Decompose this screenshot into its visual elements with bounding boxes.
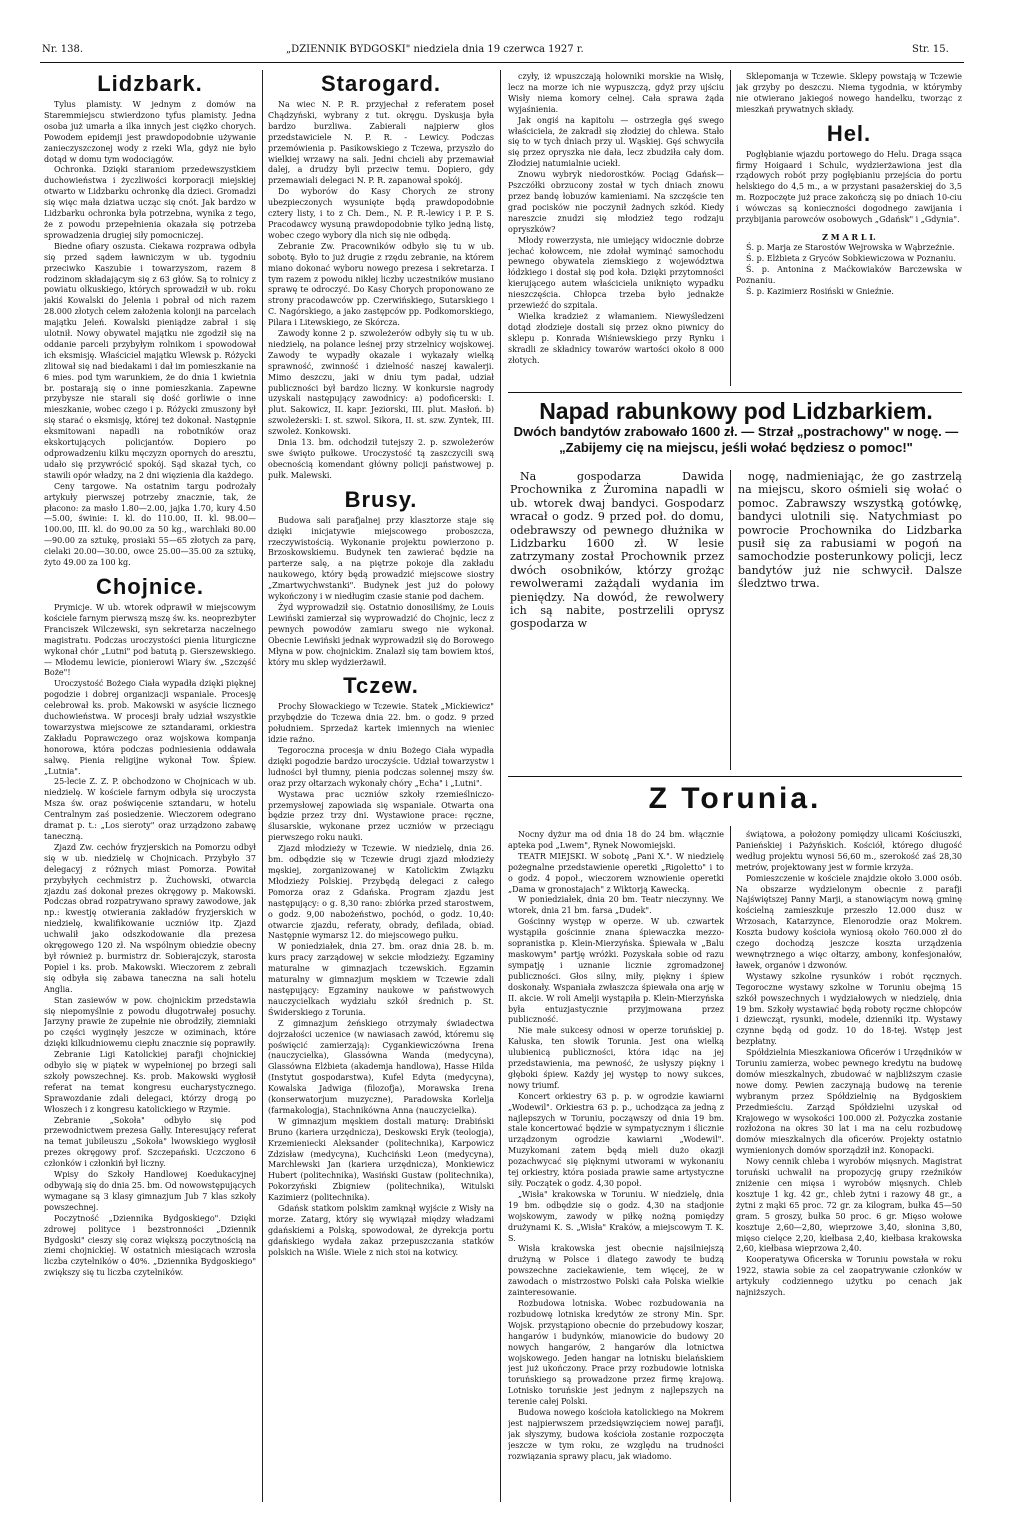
article: Wpisy do Szkoły Handlowej Koedukacyjnej odbywają się do dnia 25. bm. Od nowowstępujących wymagane są 3 klasy gimnazjum Jub 7 klas szkoły powszechnej. bbox=[44, 1170, 256, 1212]
article: Młody rowerzysta, nie umiejący widocznie dobrze jechać kołowcem, nie zdołał wyminąć samochodu pewnego obywatela ziemskiego z województwa łódzkiego i dostał się pod koła. Dzięki przytomności kierującego autem właściciela uniknięto wypadku nieszczęścia. Chłopca trzeba było jednakże przewieźć do szpitala. bbox=[508, 235, 724, 311]
article: Zebranie Zw. Pracowników odbyło się tu w ub. sobotę. Było to już drugie z rzędu zebranie, na którem miano dokonać wyboru nowego prezesa i sekretarza. I tym razem z powodu nikłej liczby uczestników musiano sprawę te odroczyć. Do Kasy Chorych proponowano ze strony pracodawców pp. Czerwińskiego, Sutarskiego i C. Nagórskiego, a jako zastępców pp. Podkomorskiego, Pilara i Litewskiego, ze Skórcza. bbox=[268, 241, 494, 328]
article: Gdańsk statkom polskim zamknął wyjście z Wisły na morze. Zatarg, który się wywiązał między władzami gdańskiemi a Polską, spowodował, że dyrekcja portu gdańskiego wydała zakaz przepuszczania statków polskich na Wiśle. Wiele z nich stoi na kotwicy. bbox=[268, 1204, 494, 1257]
article: Jak ongiś na kapitolu — ostrzegła gęś swego właściciela, że zakradł się złodziej do chlewa. Stało się to w tych dniach przy ul. Wąskiej. Gęś schwyciła się przez opryszka nie dała, lecz zbudziła cały dom. Złodziej natumialnie uciekł. bbox=[508, 115, 724, 169]
article: Żyd wyprowadził się. Ostatnio donosiliśmy, że Louis Lewiński zamierzał się wyprowadzić do Chojnic, lecz z pewnych powodów zamiaru swego nie wykonał. Obecnie Lewiński jednak wyprowadził się do Borowego Młyna w pow. chojnickim. Znalazł się tam bowiem ktoś, który mu sklep wydzierżawił. bbox=[268, 602, 494, 667]
section-rule bbox=[508, 392, 962, 393]
article: Tylus plamisty. W jednym z domów na Staremmiejscu stwierdzono tyfus plamisty. Jedna osoba już umarła a ilka innych jest ciężko chorych. Powodem epidemji jest prawdopodobnie używanie zanieczyszczonej wody z rzeki Wla, gdyż nie było dotąd w domu tym wodociągów. bbox=[44, 100, 256, 164]
article: Nowy cennik chleba i wyrobów mięsnych. Magistrat toruński uchwalił na propozycję grupy rzeźników zniżenie cen mięsa i wyrobów mięsnych. Chleb kosztuje 1 kg. 42 gr., chleb żytni i razowy 48 gr., a żytni z mąki 65 proc. 72 gr. za kilogram, bułka 45—50 gram. 5 groszy, bułka 50 proc. 6 gr. Mięso wołowe kosztuje 2,60—2,80, wieprzowe 3,40, słonina 3,80, mięso cielęce 2,20, kiełbasa 2,40, kiełbasa krakowska 2,60, kiełbasa wieprzowa 2,40. bbox=[736, 1157, 962, 1254]
article: Pomieszczenie w kościele znajdzie około 3.000 osób. Na obszarze wydzielonym obecnie z parafji Najświętszej Panny Marji, a stanowiącym nową gminę kościelną zamieszkuje przeszło 12.000 dusz w Wrzosach, Katarzynce, Elenorodzie oraz Mokrem. Koszta budowy kościoła wyniosą około 760.000 zł do czego dochodzą jeszcze koszta urządzenia wewnętrznego a więc ołtarzy, ambony, konfesjonałów, ławek, organów i dzwonów. bbox=[736, 873, 962, 970]
torun-heading-block bbox=[508, 782, 962, 826]
article: Znowu wybryk niedorostków. Pociąg Gdańsk—Pszczółki obrzucony został w tych dniach znowu przez bandę łobuzów kamieniami. Na szczęście ten grad pocisków nie poczynił żadnych szkód. Kiedy nareszcie znudzi się młodzież tego rodzaju opryszków? bbox=[508, 170, 724, 234]
article: Zebranie „Sokoła" odbyło się pod przewodnictwem prezesa Gałly. Interesujący referat na temat jubileuszu „Sokoła" lwowskiego wygłosił prezes okręgowy prof. Szczepański. Uczczono 6 członków i członkiń był liczny. bbox=[44, 1115, 256, 1169]
article: Tegoroczna procesja w dniu Bożego Ciała wypadła dzięki pogodzie bardzo uroczyście. Udział towarzystw i ludności był tłumny, pienia podczas solennej mszy św. oraz przy ołtarzach wykonały chóry „Echa" i „Lutni". bbox=[268, 746, 494, 788]
column-lidzbark-chojnice bbox=[44, 72, 256, 1504]
headline-title: Napad rabunkowy pod Lidzbarkiem. bbox=[539, 398, 933, 424]
article: Ceny targowe. Na ostatnim targu podrożały artykuły pierwszej potrzeby znacznie, tak, że płacono: za masło 1.80—2.00, jajka 1.70, kury 4.50—5.00, świnie: I. kl. do 110.00, II. kl. 98.00—100.00, III. kl. do 90.00 za 50 kg., warchlaki 80.00—90.00 za sztukę, prosiaki 55—65 złotych za parę, cielaki 20.00—30.00, owce 25.00—35.00 za sztukę, żyto 49.00 za 100 kg. bbox=[44, 481, 256, 568]
article: Ochronka. Dzięki staraniom przedewszystkiem duchowieństwa i życzliwości korporacji miejskiej otwarto w Lidzbarku ochronkę dla dzieci. Gromadzi się więc mała dziatwa ucząc się cnót. Jak bardzo w Lidzbarku ochronka była potrzebna, wynika z tego, że z powodu przepełnienia okazała się potrzeba sprowadzenia drugiej siły pomocniczej. bbox=[44, 165, 256, 240]
article: Na wiec N. P. R. przyjechał z referatem poseł Chądzyński, wybrany z tut. okręgu. Dyskusja była bardzo burzliwa. Zabierali najpierw głos przedstawiciele N. P. R. - Lewicy. Podczas przemówienia p. Pasikowskiego z Tczewa, przyszło do wielkiej wrzawy na sali. Jedni chcieli aby przemawiał dalej, a drudzy byli przeciw temu. Dopiero, gdy przemawiali delegaci N. P. R. zapanował spokój. bbox=[268, 100, 494, 186]
article: W poniedziałek, dnia 27. bm. oraz dnia 28. b. m. kurs pracy zarządowej w sekcie młodzieży. Egzaminy maturalne w gimnazjach tczewskich. Egzamin maturalny w gimnazjum męskiem w Tczewie zdali następujący: Egzaminy naukowe w państwowych nauczycielkach wydziału szkół średnich p. St. Świderskiego z Torunia. bbox=[268, 942, 494, 1017]
article: Rozbudowa lotniska. Wobec rozbudowania na rozbudowę lotniska kredytów ze strony Min. Spr. Wojsk. przystąpiono obecnie do przebudowy koszar, hangarów i budynków, mianowicie do budowy 20 nowych hangarów, 2 hangarów dla lotnictwa wojskowego. Jeden hangar na lotnisku bielańskiem jest już ukończony. Prace przy rozbudowie lotniska toruńskiego są prowadzone przez firmę krajową. Lotnisko toruńskie jest jednym z najlepszych na terenie całej Polski. bbox=[508, 1298, 724, 1407]
section-heading-starogard: Starogard. bbox=[320, 72, 442, 96]
article: 25-lecie Z. Z. P. obchodzono w Chojnicach w ub. niedzielę. W kościele farnym odbyła się uroczysta Msza św. oraz poświęcenie sztandaru, w hotelu Centralnym zaś posiedzenie. Wieczorem odegrano dramat p. t.: „Los sieroty" oraz urządzono zabawę taneczną. bbox=[44, 777, 256, 841]
robbery-story-left bbox=[510, 470, 724, 770]
page-header bbox=[40, 44, 964, 60]
robbery-headline bbox=[510, 398, 962, 456]
article: Kooperatywa Oficerska w Toruniu powstała w roku 1922, stawia sobie za cel zaopatrywanie członków w artykuły codziennego użytku po cenach jak najniższych. bbox=[736, 1255, 962, 1298]
masthead-title: „DZIENNIK BYDGOSKI" niedziela dnia 19 czerwca 1927 r. bbox=[286, 44, 584, 55]
article: Nocny dyżur ma od dnia 18 do 24 bm. włącznie apteka pod „Lwem", Rynek Nowomiejski. bbox=[508, 830, 724, 850]
column-tczew-continued bbox=[508, 72, 724, 388]
column-divider bbox=[262, 70, 263, 1502]
column-torun-left bbox=[508, 830, 724, 1502]
robbery-story-right bbox=[738, 470, 962, 770]
page-number: Str. 15. bbox=[912, 44, 949, 55]
article: Pogłębianie wjazdu portowego do Helu. Draga ssąca firmy Hoigaard i Schulc, wydzierżawiona jest dla rządowych robót przy pogłębianiu przejścia do portu helskiego do 4,5 m., a w przystani pasażerskiej do 3,5 m. Rozpoczęte już prace zakończą się po dniach 10-ciu i wówczas są konieczności dogodnego zawijania i przybijania parowców osobowych „Gdańsk" i „Gdynia". bbox=[736, 149, 962, 225]
obituary: Ś. p. Elżbieta z Gryców Sobkiewiczowa w Poznaniu. bbox=[746, 253, 956, 263]
article: Na gospodarza Dawida Prochownika z Żuromina napadli w ub. wtorek dwaj bandyci. Gospodarz wracał o godz. 9 przed poł. do domu, odebrawszy od pewnego dłużnika w Lidzbarku 1600 zł. W lesie zatrzymany został Prochownik przez dwóch osobników, którzy grożąc rewolwerami zażądali wydania im pieniędzy. Na dowód, że rewolwery ich są nabite, postrzelili oprysz gospodarza w bbox=[510, 470, 724, 631]
obituary: Ś. p. Antonina z Maćkowiaków Barczewska w Poznaniu. bbox=[736, 264, 962, 285]
article: czyły, iż wpuszczają holowniki morskie na Wisłę, lecz na morze ich nie wypuszczą, gdyż przy ujściu Wisły niema komory celnej. Cała sprawa żąda wyjaśnienia. bbox=[508, 72, 724, 114]
section-heading-lidzbark: Lidzbark. bbox=[97, 72, 203, 96]
header-rule bbox=[40, 62, 964, 63]
column-divider bbox=[730, 826, 731, 1502]
article: Sklepomanja w Tczewie. Sklepy powstają w Tczewie jak grzyby po deszczu. Niema tygodnia, w którymby nie otwierano jakiegoś nowego handelku, tworząc z mieszkań prywatnych składy. bbox=[736, 72, 962, 114]
column-starogard-brusy-tczew bbox=[268, 72, 494, 1504]
article: Uroczystość Bożego Ciała wypadła dzięki pięknej pogodzie i dobrej organizacji wspaniale. Procesję celebrował ks. prob. Makowski w asyście licznego duchowieństwa. W procesji brały udział wszystkie towarzystwa miejscowe ze sztandarami, orkiestra Zakładu Poprawczego oraz wojskowa kompanja honorowa, która podczas podniesienia oddawała salwę. Pienia religijne wykonał Tow. Śpiew. „Lutnia". bbox=[44, 679, 256, 776]
article: Do wyborów do Kasy Chorych ze strony ubezpieczonych wysunięte będą prawdopodobnie cztery listy, i to z Ch. Dem., N. P. R.-lewicy i P. P. S. Pracodawcy wysuną prawdopodobnie tylko jedną listę, wobec czego wybory dla nich się nie odbędą. bbox=[268, 187, 494, 240]
article: W poniedziałek, dnia 20 bm. Teatr nieczynny. We wtorek, dnia 21 bm. farsa „Dudek". bbox=[508, 895, 724, 916]
article: Wielka kradzież z włamaniem. Niewyśledzeni dotąd złodzieje dostali się przez okno piwnicy do sklepu p. Konrada Wiśniewskiego przy Rynku i skradli ze składnicy towarów wartości około 8 000 złotych. bbox=[508, 311, 724, 365]
article: Nie małe sukcesy odnosi w operze toruńskiej p. Kałuska, ten słowik Torunia. Jest ona wielką ulubienicą publiczności, która idąc na jej przedstawienia, ma pewność, że usłyszy piękny i głęboki śpiew. Każdy jej występ to nowy sukces, nowy triumf. bbox=[508, 1026, 724, 1090]
article: Prymicje. W ub. wtorek odprawił w miejscowym kościele farnym pierwszą mszę św. ks. neoprezbyter Franciszek Wilczewski, syn sekretarza naczelnego magistratu. Podczas uroczystości pienia liturgiczne wykonał chór „Lutni" pod batutą p. Gierszewskiego. — Młodemu lewicie, pionierowi Wiary św. „Szczęść Boże"! bbox=[44, 602, 256, 678]
article: Wisła krakowska jest obecnie najsilniejszą drużyną w Polsce i dlatego zawody te budzą powszechne zaciekawienie, tem więcej, że w zawodach o mistrzostwo Polski cała Polska wielkie zainteresowanie. bbox=[508, 1244, 724, 1298]
obituary: Ś. p. Marja ze Starostów Wejrowska w Wąbrzeźnie. bbox=[746, 242, 955, 252]
column-divider bbox=[730, 70, 731, 386]
article: Spółdzielnia Mieszkaniowa Oficerów i Urzędników w Toruniu zamierza, wobec pewnego kredytu na budowę domów mieszkalnych, zbudować w najbliższym czasie nowe domy. Pewien zaczynają budowę na terenie wybranym przez Spółdzielnię na Bydgoskiem Przedmieściu. Zarząd Spółdzielni uzyskał od Krajowego w wysokości 100.000 zł. Pożyczka zostanie rozłożona na okres 30 lat i ma na celu rozbudowę domów mieszkalnych dla oficerów. Projekty ostatnio wymienionych domów sporządził inż. Konopacki. bbox=[736, 1048, 962, 1156]
column-divider bbox=[500, 70, 501, 1502]
column-divider bbox=[730, 470, 731, 770]
article: Stan zasiewów w pow. chojnickim przedstawia się niepomyślnie z powodu długotrwałej posuchy. Jarzyny prawie że zupełnie nie obrodziły, ziemniaki po części wyginęły jeszcze w oziminach, które dzięki kilkudniowemu ciepłu znacznie się poprawiły. bbox=[44, 995, 256, 1049]
article: Z gimnazjum żeńskiego otrzymały świadectwa dojrzałości uczenice (w nawiasach zawód, któremu się poświęcić zamierzają): Cygankiewiczówna Irena (nauczycielka), Glassówna Wanda (medycyna), Glassówna Elżbieta (akademja handlowa), Hasse Hilda (Instytut gospodarstwa), Kufel Edyta (medycyna), Kowalska Jadwiga (filozofja), Morawska Irena (konserwatorjum muzyczne), Paradowska Korlelja (farmakologja), Stachnikówna Anna (nauczycielka). bbox=[268, 1018, 494, 1115]
section-heading-chojnice: Chojnice. bbox=[95, 573, 204, 599]
article: Zawody konne 2 p. szwoleżerów odbyły się tu w ub. niedzielę, na polance leśnej przy strzelnicy wojskowej. Zawody te wypadły okazale i wykazały wielką sprawność, zwinność i dzielność naszej kawalerji. Mimo deszczu, jaki w dniu tym padał, udział publiczności był bardzo liczny. W konkursie nagrody uzyskali następujący zawodnicy: a) podoficerski: I. plut. Sakowicz, II. kapr. Jeziorski, III. plut. Masłoń. b) szwoleżerski: I. st. szwol. Sikora, II. st. szw. Zyntek, III. szwoleż. Konkowski. bbox=[268, 329, 494, 437]
section-heading-brusy: Brusy. bbox=[344, 486, 418, 512]
article: TEATR MIEJSKI. W sobotę „Pani X.". W niedzielę pożegnalne przedstawienie operetki „Rigoletto" i to o godz. 4 popoł., wieczorem wznowienie operetki „Dama w gronostajach" z Wiktorją Kawecką. bbox=[508, 851, 724, 894]
article: Zjazd młodzieży w Tczewie. W niedzielę, dnia 26. bm. odbędzie się w Tczewie drugi zjazd młodzieży męskiej, zorganizowanej w Katolickim Związku Młodzieży Polskiej. Przybędą delegaci z całego Pomorza oraz z Gdańska. Program zjazdu jest następujący: o g. 8,30 rano: zbiórka przed starostwem, o godz. 9,00 nabożeństwo, pochód, o godz. 10,40: otwarcie zjazdu, referaty, obrady, defilada, obiad. Następnie wymarsz 12. do miejscowego pułku. bbox=[268, 844, 494, 941]
article: W gimnazjum męskiem dostali maturę: Drabiński Bruno (kariera urzędnicza), Deskowski Eryk (teologja), Krzemieniecki Aleksander (politechnika), Karpowicz Zdzisław (medycyna), Kuchciński Leon (medycyna), Marchlewski Jan (kariera urzędnicza), Monkiewicz Hubert (politechnika), Wasiński Gustaw (politechnika), Pokorzyński Zbigniew (politechnika), Witulski Kazimierz (politechnika). bbox=[268, 1116, 494, 1203]
section-heading-hel: Hel. bbox=[826, 120, 872, 146]
article: Budowa nowego kościoła katolickiego na Mokrem jest najpierwszem przedsięwzięciem nowej parafji, jak słyszymy, budowa kościoła zostanie rozpoczęta jeszcze w tym roku, ze względu na trudności rozwiązania sprawy placu, jak wiadomo. bbox=[508, 1408, 724, 1461]
section-heading-tczew: Tczew. bbox=[343, 673, 419, 699]
article: Koncert orkiestry 63 p. p. w ogrodzie kawiarni „Wodewil". Orkiestra 63 p. p., uchodząca za jedną z najlepszych w Toruniu, począwszy od dnia 19 bm. stale koncertować będzie w sympatycznym i ślicznie urządzonym ogrodzie kawiarni „Wodewil". Muzykomani zatem będą mieli dużo okazji pozachwycać się pięknymi utworami w wykonaniu tej orkiestry, która posiada prawie same artystyczne siły. Początek o godz. 4,30 popoł. bbox=[508, 1091, 724, 1188]
article: Biedne ofiary oszusta. Ciekawa rozprawa odbyła się przed sądem ławniczym w ub. tygodniu przeciwko Kaszubie i towarzyszom, razem 8 rodzinom składającym się z 63 głów. Są to rolnicy z powiatu olkuskiego, których sprowadził w ub. roku jakiś Kowalski do Jelenia i pobrał od nich razem 28.000 złotych celem założenia kolonji na parcelach majątku Jeleń. Kowalski pieniądze zabrał i się ulotnił. Nowy obywatel majątku nie zgodził się na oddanie parceli przybyłym rolnikom i spowodował ich eksmisję. Właściciel majątku Wlewsk p. Różycki zlitował się nad biedakami i dał im pomieszkanie na 6 mies. pod tym warunkiem, że do dnia 1 kwietnia br. postarają się o inne pomieszkania. Zapewne przybysze nie starali się dość gorliwie o inne mieszkanie, wobec czego i p. Różycki zmuszony był się starać o eksmisję, której też dokonał. Następnie eksmitowani napadli na robotników oraz ekskortujących policjantów. Dopiero po odprowadzeniu kilku męczyzn opornych do aresztu, udało się przywrócić spokój. Sąd skazał tych, co stawili opór władzy, na 2 dni więzienia dla każdego. bbox=[44, 241, 256, 480]
article: świątowa, a położony pomiędzy ulicami Kościuszki, Panieńskiej i Pażyńskich. Kościół, którego długość według projektu wynosi 56,60 m., szerokość zaś 28,30 metrów, projektowany jest w formie krzyża. bbox=[736, 830, 962, 872]
article: nogę, nadmieniając, że go zastrzelą na miejscu, skoro ośmieli się wołać o pomoc. Zabrawszy wszystką gotówkę, bandyci ulotnili się. Natychmiast po powrocie Prochownika do Lidzbarka pusił się za rabusiami w pogoń na samochodzie posterunkowy policji, lecz bandytów już nie schwycił. Dalsze śledztwo trwa. bbox=[738, 470, 962, 591]
article: Gościnny występ w operze. W ub. czwartek wystąpiła gościnnie znana śpiewaczka mezzo-sopranistka p. Klein-Mierzyńska. Śpiewała w „Balu maskowym" partję wróżki. Pozyskała sobie od razu sympatję i uznanie licznie zgromadzonej publiczności. Głos silny, miły, piękny i śpiew doskonały. Wspaniała zwłaszcza śpiewała ona arję w II. akcie. W roli Amelji wystąpiła p. Klein-Mierzyńska była entuzjastycznie przyjmowana przez publiczność. bbox=[508, 917, 724, 1025]
article: Zebranie Ligi Katolickiej parafji chojnickiej odbyło się w piątek w wypełnionej po brzegi sali szkoły powszechnej. Ks. prob. Makowski wygłosił referat na temat kongresu eucharystycznego. Sprawozdanie zdali delegaci, którzy drogą po Włoszech i z kongresu katolickiego w Rzymie. bbox=[44, 1050, 256, 1114]
column-torun-right bbox=[736, 830, 962, 1502]
article: Poczytność „Dziennika Bydgoskiego". Dzięki zdrowej polityce i bezstronności „Dziennik Bydgoski" cieszy się coraz większą poczytnością na ziemi chojnickiej. W ostatnich miesiącach wzrosła liczba czytelników o 40%. „Dziennika Bydgoskiego" zwiększy się tu liczba czytelników. bbox=[44, 1213, 256, 1278]
section-heading-torun: Z Torunia. bbox=[648, 782, 822, 815]
article: Wystawa prac uczniów szkoły rzemieślniczo-przemysłowej zapowiada się wspaniale. Otwarta ona będzie przez trzy dni. Wystawione prace: ręczne, ślusarskie, wykonane przez uczniów w przeciągu pierwszego roku nauki. bbox=[268, 789, 494, 843]
article: „Wisła" krakowska w Toruniu. W niedzielę, dnia 19 bm. odbędzie się o godz. 4,30 na stadjonie wojskowym, zawody w piłkę nożną pomiędzy drużynami K. S. „Wisła" Kraków, a miejscowym T. K. S. bbox=[508, 1189, 724, 1243]
headline-subtitle: Dwóch bandytów zrabowało 1600 zł. — Strzał „postrachowy" w nogę. — „Zabijemy cię na miejscu, jeśli wołać będziesz o pomoc!" bbox=[513, 424, 959, 455]
obituaries-heading: Z M A R L I. bbox=[822, 231, 876, 242]
article: Zjazd Zw. cechów fryzjerskich na Pomorzu odbył się w ub. niedzielę w Chojnicach. Przybyło 37 delegacyj z różnych miast Pomorza. Powitał przybyłych cechmistrz p. Żuchowski, otwarcia zjazdu zaś dokonał prezes okręgowy p. Makowski. Podczas obrad rozpatrywano sprawy zawodowe, jak np.: kwestję otwierania zakładów fryzjerskich w niedzielę, kwalifikowanie uczniów itp. Zjazd uchwalił jako odszkodowanie dla prezesa okręgowego 120 zł. Na wspólnym obiedzie obecny był również p. burmistrz dr. Sobierajczyk, starosta Popiel i ks. prob. Makowski. Wieczorem z zebrali się odbyła się zabawa taneczna na sali hotelu Anglia. bbox=[44, 842, 256, 994]
article: Prochy Słowackiego w Tczewie. Statek „Mickiewicz" przybędzie do Tczewa dnia 22. bm. o godz. 9 przed południem. Sprzedaż kartek imiennych na wieniec idzie raźno. bbox=[268, 702, 494, 745]
section-rule bbox=[508, 776, 962, 777]
obituary: Ś. p. Kazimierz Rosiński w Gnieźnie. bbox=[746, 286, 894, 296]
article: Dnia 13. bm. odchodził tutejszy 2. p. szwoleżerów swe święto pułkowe. Uroczystość tą zaszczycili swą obecnością komendant główny policji państwowej p. pułk. Malewski. bbox=[268, 438, 494, 480]
article: Budowa sali parafjalnej przy klasztorze staje się dzięki inicjatywie miejscowego proboszcza, rzeczywistością. Wykonanie projektu powierzono p. Brzoskowskiemu. Budynek ten zawierać będzie na parterze salę, a na piętrze pokoje dla zakładu naukowego, który będą prowadzić miejscowe siostry „Zmartwychwstanki". Budynek jest już do połowy wykończony i w niedługim czasie stanie pod dachem. bbox=[268, 515, 494, 602]
issue-number: Nr. 138. bbox=[42, 44, 84, 55]
article: Wystawy szkolne rysunków i robót ręcznych. Tegoroczne wystawy szkolne w Toruniu obejmą 15 szkół powszechnych i wydziałowych w niedzielę, dnia 19 bm. Szkoły wystawiać będą roboty ręczne chłopców i dziewcząt, rysunki, modele, dzienniki itp. Wystawy czynne będą od godz. 10 do 18-tej. Wstęp jest bezpłatny. bbox=[736, 971, 962, 1047]
column-hel-obituaries bbox=[736, 72, 962, 388]
